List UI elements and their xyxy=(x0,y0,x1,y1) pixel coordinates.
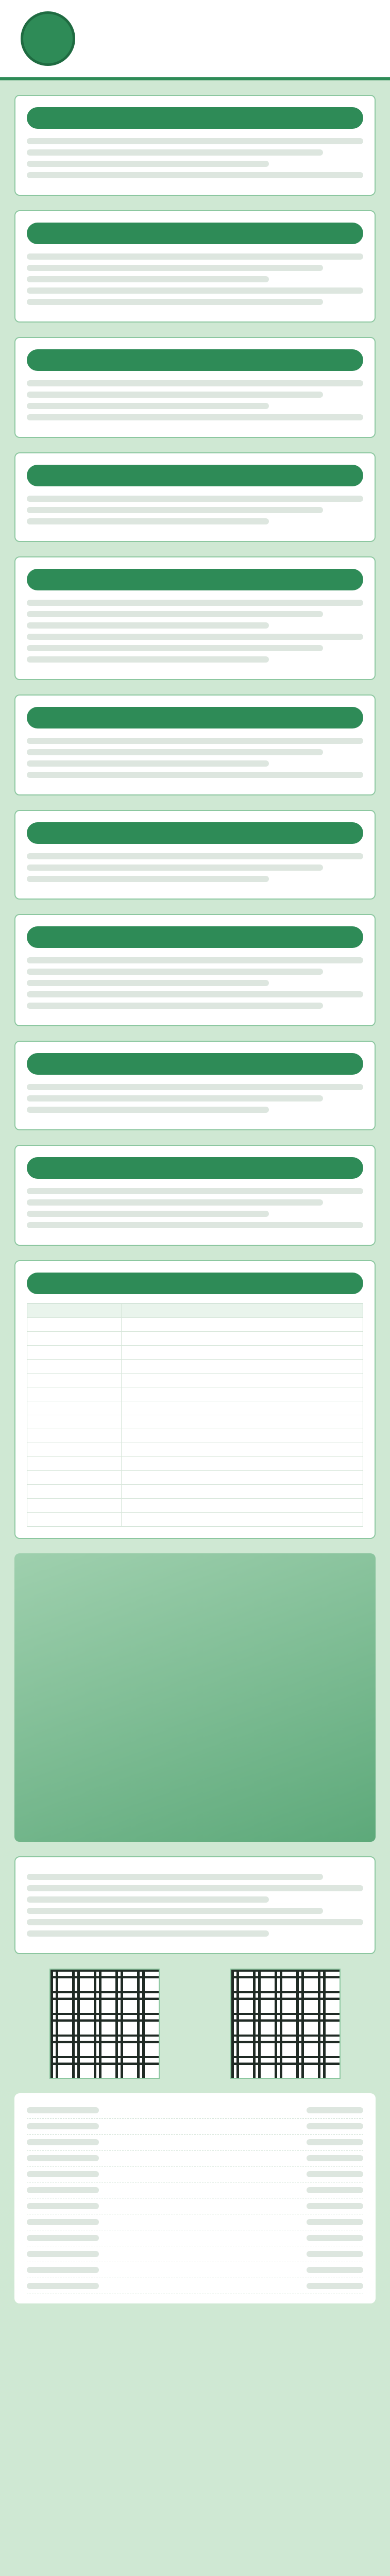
faq-question xyxy=(27,707,363,728)
faq-section xyxy=(14,810,376,900)
faq-answer-line xyxy=(27,414,363,420)
faq-answer-line xyxy=(27,1095,323,1101)
introduction-section xyxy=(14,1856,376,1954)
faq-section xyxy=(14,95,376,196)
faq-answer-line xyxy=(27,749,323,755)
services-table-section xyxy=(14,1260,376,1539)
table-row xyxy=(27,1387,363,1401)
faq-answer-line xyxy=(27,600,363,606)
hospital-name xyxy=(84,28,369,49)
faq-question xyxy=(27,569,363,590)
faq-question xyxy=(27,1053,363,1075)
table-row xyxy=(27,1401,363,1415)
qr-code-left[interactable] xyxy=(49,1969,160,2079)
faq-answer-line xyxy=(27,149,323,156)
faq-answer-line xyxy=(27,611,323,617)
faq-answer-line xyxy=(27,507,323,513)
faq-answer-line xyxy=(27,518,269,524)
table-row xyxy=(27,1485,363,1499)
table-row xyxy=(27,1304,363,1318)
faq-list xyxy=(0,95,390,1246)
faq-answer-line xyxy=(27,876,269,882)
contact-row xyxy=(27,2262,363,2278)
faq-answer-line xyxy=(27,1188,363,1194)
faq-answer-line xyxy=(27,760,269,767)
qr-code-area xyxy=(14,1969,376,2079)
table-row xyxy=(27,1457,363,1471)
faq-answer-line xyxy=(27,299,323,305)
faq-section xyxy=(14,914,376,1026)
contact-list xyxy=(14,2093,376,2303)
faq-answer-line xyxy=(27,656,269,663)
contact-row xyxy=(27,2166,363,2182)
faq-answer-line xyxy=(27,738,363,744)
contact-row xyxy=(27,2134,363,2150)
hospital-logo xyxy=(21,11,75,66)
faq-answer-line xyxy=(27,1211,269,1217)
contact-row xyxy=(27,2198,363,2214)
qr-code-right[interactable] xyxy=(230,1969,341,2079)
faq-answer-line xyxy=(27,138,363,144)
faq-answer-line xyxy=(27,380,363,386)
faq-question xyxy=(27,465,363,486)
faq-answer-line xyxy=(27,287,363,294)
services-table xyxy=(27,1303,363,1527)
faq-answer-line xyxy=(27,980,269,986)
faq-question xyxy=(27,349,363,371)
faq-answer-line xyxy=(27,265,323,271)
team-photo xyxy=(14,1553,376,1842)
contact-row xyxy=(27,2103,363,2119)
table-row xyxy=(27,1374,363,1387)
faq-answer-line xyxy=(27,1003,323,1009)
faq-answer-line xyxy=(27,392,323,398)
faq-answer-line xyxy=(27,772,363,778)
contact-row xyxy=(27,2278,363,2294)
faq-question xyxy=(27,822,363,844)
faq-answer-line xyxy=(27,276,269,282)
services-table-heading xyxy=(27,1273,363,1294)
table-row xyxy=(27,1429,363,1443)
contact-row xyxy=(27,2150,363,2166)
faq-answer-line xyxy=(27,622,269,629)
contact-row xyxy=(27,2230,363,2246)
faq-answer-line xyxy=(27,634,363,640)
table-row xyxy=(27,1360,363,1374)
faq-answer-line xyxy=(27,1222,363,1228)
header-banner xyxy=(0,0,390,80)
table-row xyxy=(27,1443,363,1457)
faq-section xyxy=(14,452,376,542)
faq-section xyxy=(14,556,376,680)
contact-row xyxy=(27,2182,363,2198)
faq-answer-line xyxy=(27,403,269,409)
faq-answer-line xyxy=(27,161,269,167)
faq-question xyxy=(27,223,363,244)
table-row xyxy=(27,1471,363,1485)
faq-answer-line xyxy=(27,172,363,178)
faq-section xyxy=(14,210,376,323)
table-row xyxy=(27,1318,363,1332)
contact-row xyxy=(27,2246,363,2262)
table-row xyxy=(27,1332,363,1346)
faq-answer-line xyxy=(27,991,363,997)
faq-question xyxy=(27,1157,363,1179)
faq-answer-line xyxy=(27,1084,363,1090)
table-row xyxy=(27,1415,363,1429)
faq-answer-line xyxy=(27,496,363,502)
faq-answer-line xyxy=(27,969,323,975)
faq-answer-line xyxy=(27,865,323,871)
table-row xyxy=(27,1346,363,1360)
faq-answer-line xyxy=(27,1199,323,1206)
faq-answer-line xyxy=(27,253,363,260)
faq-answer-line xyxy=(27,1107,269,1113)
table-row xyxy=(27,1499,363,1513)
faq-section xyxy=(14,694,376,795)
faq-section xyxy=(14,1041,376,1130)
faq-section xyxy=(14,337,376,438)
table-row xyxy=(27,1513,363,1526)
contact-row xyxy=(27,2214,363,2230)
contact-row xyxy=(27,2119,363,2134)
faq-answer-line xyxy=(27,645,323,651)
faq-question xyxy=(27,107,363,129)
faq-answer-line xyxy=(27,957,363,963)
faq-answer-line xyxy=(27,853,363,859)
faq-section xyxy=(14,1145,376,1246)
faq-question xyxy=(27,926,363,948)
